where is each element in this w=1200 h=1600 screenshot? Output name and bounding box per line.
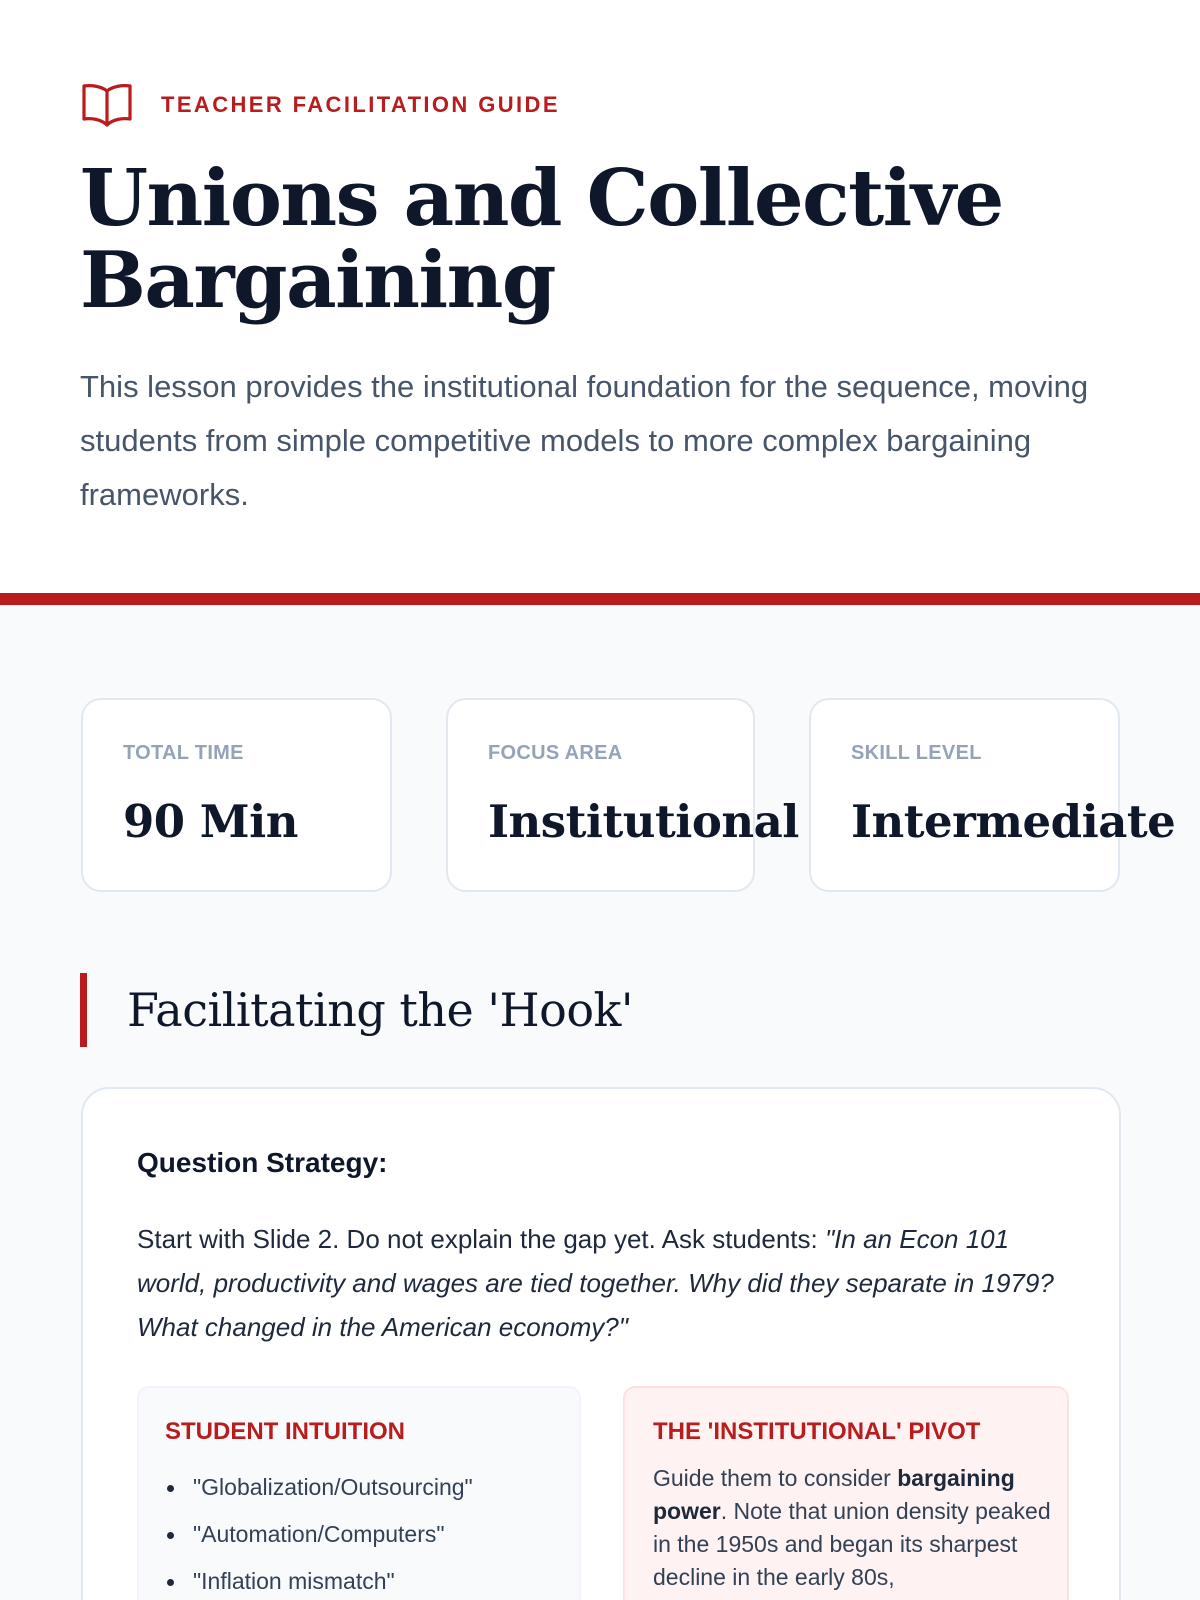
student-intuition-title: STUDENT INTUITION (165, 1418, 405, 1445)
pivot-text-before: Guide them to consider (653, 1465, 898, 1491)
list-item: "Inflation mismatch" (165, 1558, 473, 1600)
student-intuition-list (165, 1464, 473, 1600)
question-strategy-quote: "In an Econ 101 world, productivity and wages are tied together. Why did they separate in 1979? What changed in the American economy?" (137, 1224, 1054, 1342)
eyebrow (81, 81, 560, 129)
stat-label: FOCUS AREA (488, 742, 623, 764)
lesson-description: This lesson provides the institutional foundation for the sequence, moving students from simple competitive models to more complex bargaining frameworks. (80, 369, 1089, 512)
stat-value: Intermediate (851, 795, 1176, 848)
institutional-pivot-box (623, 1386, 1069, 1600)
list-item: "Globalization/Outsourcing" (165, 1464, 473, 1511)
institutional-pivot-title: THE 'INSTITUTIONAL' PIVOT (653, 1418, 981, 1445)
stat-card-focus-area (446, 698, 799, 892)
open-book-icon (81, 81, 133, 129)
section-title: Facilitating the 'Hook' (127, 983, 634, 1037)
question-strategy-text (137, 1217, 1067, 1349)
institutional-pivot-text (653, 1462, 1053, 1594)
question-strategy-intro: Start with Slide 2. Do not explain the gap yet. Ask students: (137, 1224, 825, 1254)
eyebrow-label: TEACHER FACILITATION GUIDE (161, 92, 560, 117)
student-intuition-box (137, 1386, 581, 1600)
stat-value: 90 Min (123, 795, 298, 848)
guide-header (0, 0, 1200, 605)
pivot-text-after: . Note that union density peaked in the 1950s and began its sharpest decline in the early 80s, (653, 1498, 1051, 1590)
question-strategy-title: Question Strategy: (137, 1147, 388, 1178)
stat-label: TOTAL TIME (123, 742, 244, 764)
facilitation-card (81, 1087, 1121, 1600)
pivot-emphasis: bargaining power (653, 1465, 1015, 1524)
section-heading (80, 973, 633, 1047)
list-item: "Automation/Computers" (165, 1511, 473, 1558)
stat-value: Institutional (488, 795, 799, 848)
page-title: Unions and Collective Bargaining (80, 153, 1003, 326)
stat-label: SKILL LEVEL (851, 742, 982, 764)
stat-card-skill-level (809, 698, 1176, 892)
stat-card-total-time (81, 698, 392, 892)
